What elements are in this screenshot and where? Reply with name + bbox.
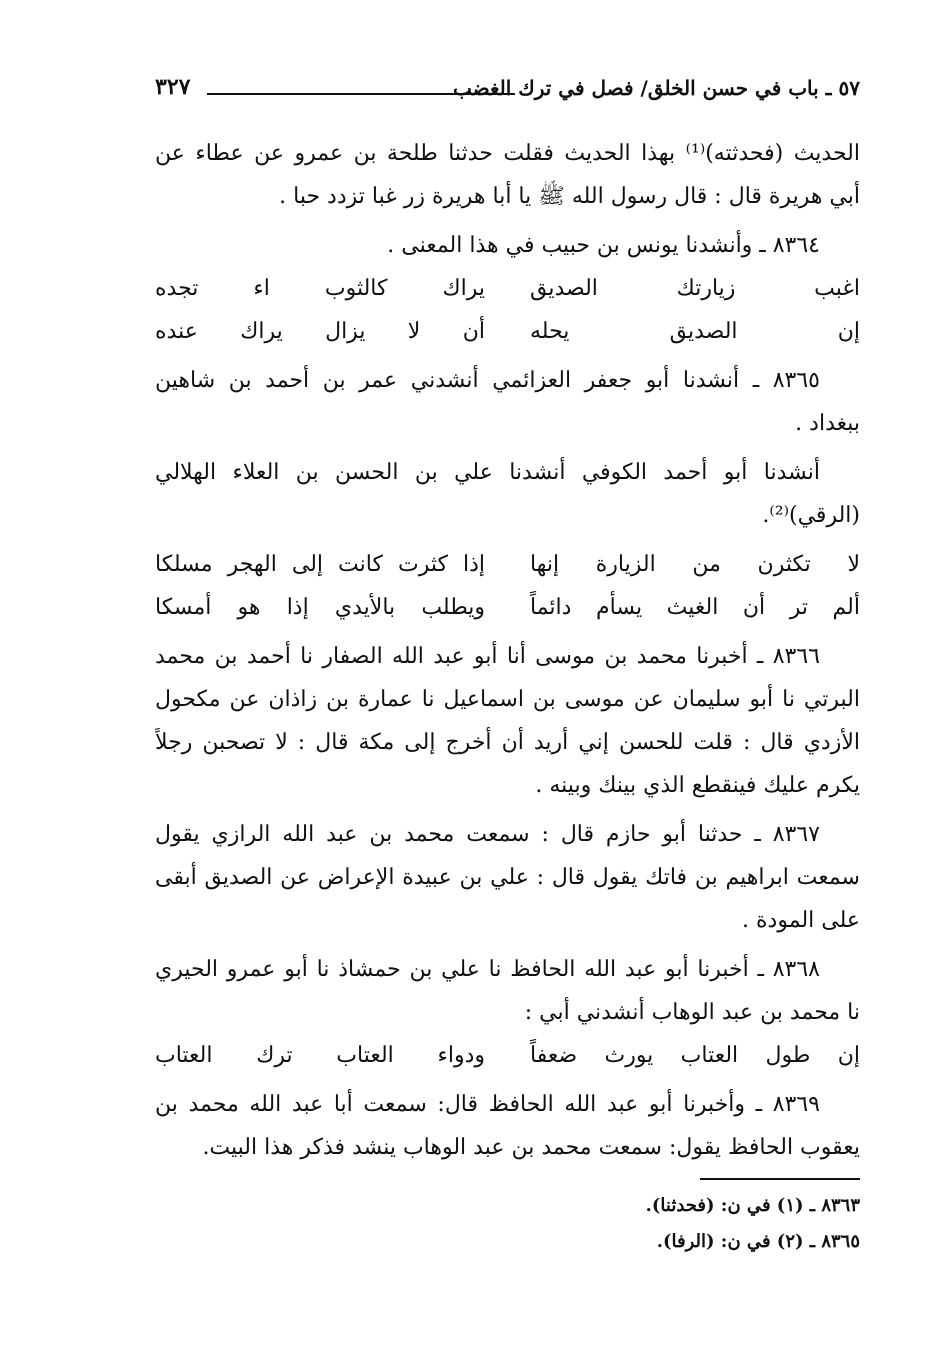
hadith-8364: ٨٣٦٤ ـ وأنشدنا يونس بن حبيب في هذا المعنى .: [387, 233, 820, 258]
hadith-8367: ٨٣٦٧ ـ حدثنا أبو حازم قال : سمعت محمد بن عبد الله الرازي يقول: [155, 822, 820, 847]
running-title: ٥٧ ـ باب في حسن الخلق/ فصل في ترك الغضب: [453, 76, 860, 100]
page-body: [155, 132, 860, 1169]
text-line: البرتي نا أبو سليمان عن موسى بن اسماعيل نا عمارة بن زاذان عن مكحول: [155, 687, 860, 712]
text-line: أبي هريرة قال : قال رسول الله ﷺ يا أبا هريرة زر غبا تزدد حبا .: [279, 184, 860, 209]
hadith-8368: ٨٣٦٨ ـ أخبرنا أبو عبد الله الحافظ نا علي بن حمشاذ نا أبو عمرو الحيري: [155, 957, 820, 982]
verse-line: [155, 543, 860, 586]
hadith-8369: ٨٣٦٩ ـ وأخبرنا أبو عبد الله الحافظ قال: سمعت أبا عبد الله محمد بن: [155, 1092, 820, 1117]
text-line: ببغداد .: [795, 411, 860, 436]
verse-line: [155, 586, 860, 629]
text-line: يكرم عليك فينقطع الذي بينك وبينه .: [535, 773, 860, 798]
verse-line: [155, 267, 860, 310]
header-rule: [207, 93, 515, 95]
hemistich: يراك كالثوب اء تجده: [155, 276, 485, 301]
footnotes: [155, 1178, 860, 1260]
hemistich: أن لا يزال يراك عنده: [155, 319, 485, 344]
hadith-8366: ٨٣٦٦ ـ أخبرنا محمد بن موسى أنا أبو عبد الله الصفار نا أحمد بن محمد: [155, 644, 820, 669]
text-line: (الرقي)⁽²⁾.: [762, 503, 860, 528]
page-number: ٣٢٧: [155, 74, 191, 100]
footnote-rule: [700, 1178, 860, 1180]
text-line: يعقوب الحافظ يقول: سمعت محمد بن عبد الوهاب ينشد فذكر هذا البيت.: [202, 1135, 860, 1160]
hemistich: ودواء العتاب ترك العتاب: [155, 1043, 485, 1068]
hemistich: إذا كثرت كانت إلى الهجر مسلكا: [155, 552, 485, 577]
footnote: ٨٣٦٥ ـ (٢) في ن: (الرفا).: [656, 1231, 860, 1252]
text-line: على المودة .: [742, 908, 860, 933]
hemistich: ألم تر أن الغيث يسأم دائماً: [530, 595, 860, 620]
text-line: الأزدي قال : قلت للحسن إني أريد أن أخرج إلى مكة قال : لا تصحبن رجلاً: [155, 730, 860, 755]
verse-line: [155, 1034, 860, 1077]
verse-line: [155, 310, 860, 353]
hemistich: إن الصديق يحله: [530, 319, 860, 344]
hadith-8365: ٨٣٦٥ ـ أنشدنا أبو جعفر العزائمي أنشدني عمر بن أحمد بن شاهين: [155, 368, 820, 393]
hemistich: اغبب زيارتك الصديق: [530, 276, 860, 301]
text-line: سمعت ابراهيم بن فاتك يقول قال : علي بن عبيدة الإعراض عن الصديق أبقى: [155, 865, 860, 890]
text-line: نا محمد بن عبد الوهاب أنشدني أبي :: [524, 1000, 860, 1025]
footnote: ٨٣٦٣ ـ (١) في ن: (فحدثنا).: [645, 1195, 860, 1216]
hemistich: ويطلب بالأيدي إذا هو أمسكا: [155, 595, 485, 620]
text-line: أنشدنا أبو أحمد الكوفي أنشدنا علي بن الحسن بن العلاء الهلالي: [155, 460, 820, 485]
text-line: الحديث (فحدثته)⁽¹⁾ بهذا الحديث فقلت حدثنا طلحة بن عمرو عن عطاء عن: [155, 141, 860, 166]
page-header: [155, 72, 860, 108]
hemistich: لا تكثرن من الزيارة إنها: [530, 552, 860, 577]
hemistich: إن طول العتاب يورث ضعفاً: [530, 1043, 860, 1068]
